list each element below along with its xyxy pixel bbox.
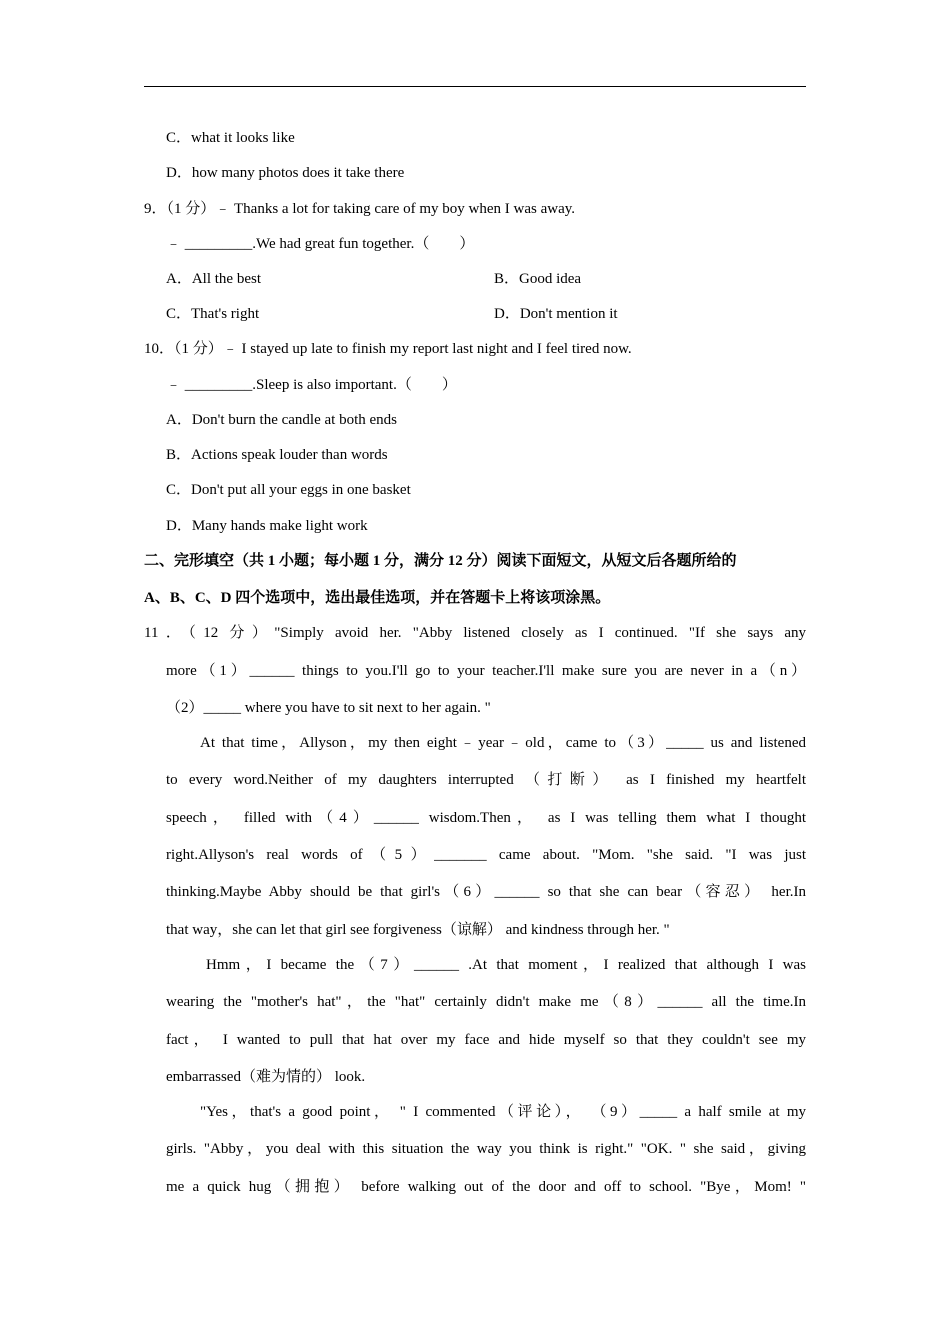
q9-option-d: D．Don't mention it: [494, 306, 618, 322]
q11-line: more（1）______ things to you.I'll go to your teacher.I'll make sure you are never in a（n）: [166, 663, 806, 679]
q9-option-b: B．Good idea: [494, 271, 582, 287]
q10-option-d: D．Many hands make light work: [166, 518, 368, 534]
q9-option-a: A．All the best: [166, 271, 261, 287]
q10-option-a: A．Don't burn the candle at both ends: [166, 412, 397, 428]
q10-option-c: C．Don't put all your eggs in one basket: [166, 482, 411, 498]
q11-line: （2）_____ where you have to sit next to her again. ": [166, 700, 491, 716]
q11-line: At that time，Allyson，my then eight﹣year﹣old，came to（3）_____ us and listened: [200, 735, 806, 751]
q9-stem: 9．（1 分）﹣ Thanks a lot for taking care of my boy when I was away.: [144, 201, 576, 217]
q9-reply: ﹣ _________.We had great fun together.（ ）: [166, 236, 475, 252]
q11-line: "Yes，that's a good point， " I commented（评论）， （9）_____ a half smile at my: [200, 1104, 806, 1120]
q11-line: 11．（12 分）"Simply avoid her. "Abby listened closely as I continued. "If she says any: [144, 625, 806, 641]
q11-line: to every word.Neither of my daughters interrupted （打断） as I finished my heartfelt: [166, 772, 806, 788]
section-heading-line-2: A、B、C、D 四个选项中，选出最佳选项，并在答题卡上将该项涂黑。: [144, 590, 611, 606]
q10-reply: ﹣ _________.Sleep is also important.（ ）: [166, 377, 457, 393]
q11-line: fact， I wanted to pull that hat over my face and hide myself so that they couldn't see my: [166, 1032, 806, 1048]
q11-line: speech， filled with（4）______ wisdom.Then， as I was telling them what I thought: [166, 810, 806, 826]
q8-option-c: C．what it looks like: [166, 130, 295, 146]
q9-option-c: C．That's right: [166, 306, 260, 322]
header-rule: [144, 86, 806, 87]
q10-option-b: B．Actions speak louder than words: [166, 447, 388, 463]
q11-line: right.Allyson's real words of（5）_______ came about. "Mom. "she said. "I was just: [166, 847, 806, 863]
q11-line: wearing the "mother's hat"，the "hat" certainly didn't make me（8）______ all the time.In: [166, 994, 806, 1010]
q11-line: me a quick hug（拥抱） before walking out of the door and off to school. "Bye，Mom! ": [166, 1179, 806, 1195]
q11-line: that way，she can let that girl see forgiveness（谅解） and kindness through her. ": [166, 922, 670, 938]
q10-stem: 10．（1 分）﹣ I stayed up late to finish my report last night and I feel tired now.: [144, 341, 632, 357]
q11-line: girls. "Abby，you deal with this situation the way you think is right." "OK. " she said，giving: [166, 1141, 806, 1157]
q11-line: thinking.Maybe Abby should be that girl's（6）______ so that she can bear（容忍） her.In: [166, 884, 806, 900]
section-heading-line-1: 二、完形填空（共 1 小题；每小题 1 分，满分 12 分）阅读下面短文，从短文后各题所给的: [144, 553, 737, 569]
q8-option-d: D．how many photos does it take there: [166, 165, 405, 181]
q11-line: Hmm，I became the（7）______ .At that moment，I realized that although I was: [206, 957, 806, 973]
q11-line: embarrassed（难为情的） look.: [166, 1069, 366, 1085]
